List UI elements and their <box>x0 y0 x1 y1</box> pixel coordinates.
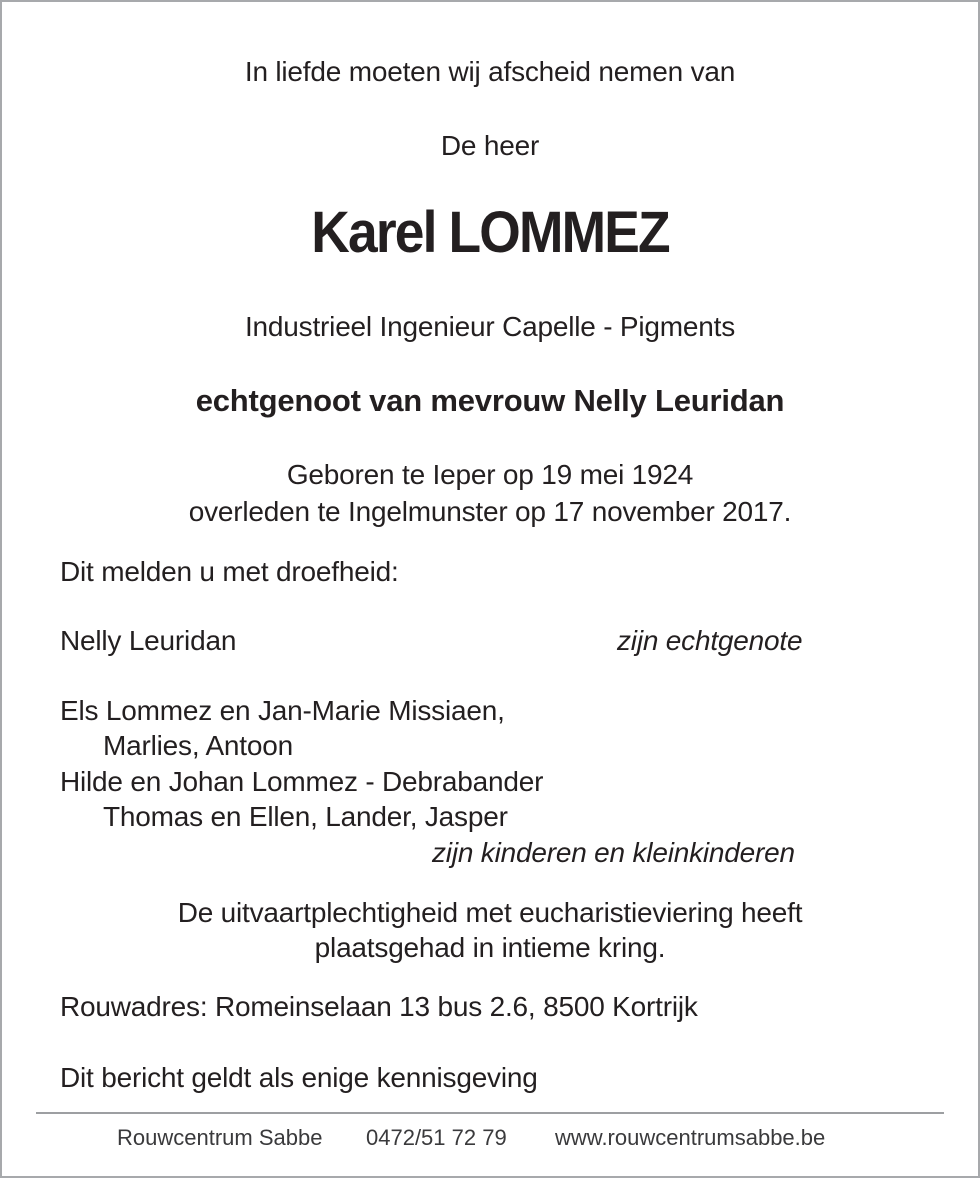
ceremony-line: De uitvaartplechtigheid met eucharistieviering heeft <box>177 897 803 928</box>
ceremony-line: plaatsgehad in intieme kring. <box>314 932 666 963</box>
family-line: Hilde en Johan Lommez - Debrabander <box>60 766 544 797</box>
children-role: zijn kinderen en kleinkinderen <box>432 837 795 868</box>
family-line: Thomas en Ellen, Lander, Jasper <box>103 801 508 832</box>
family-line: Els Lommez en Jan-Marie Missiaen, <box>60 695 505 726</box>
spouse-line: echtgenoot van mevrouw Nelly Leuridan <box>195 383 785 418</box>
family-line: Marlies, Antoon <box>103 730 293 761</box>
funeral-home-phone: 0472/51 72 79 <box>366 1125 507 1150</box>
birth-line: Geboren te Ieper op 19 mei 1924 <box>286 459 694 490</box>
salutation: De heer <box>440 130 540 161</box>
spouse-name: Nelly Leuridan <box>60 625 237 656</box>
notice-text: Dit bericht geldt als enige kennisgeving <box>60 1062 538 1093</box>
funeral-home-website: www.rouwcentrumsabbe.be <box>555 1125 826 1150</box>
funeral-home-name: Rouwcentrum Sabbe <box>117 1125 323 1150</box>
family-intro: Dit melden u met droefheid: <box>60 556 399 587</box>
profession: Industrieel Ingenieur Capelle - Pigments <box>244 311 736 342</box>
intro-text: In liefde moeten wij afscheid nemen van <box>244 56 736 87</box>
spouse-role: zijn echtgenote <box>617 625 803 656</box>
footer-divider <box>36 1112 944 1114</box>
mourning-address: Rouwadres: Romeinselaan 13 bus 2.6, 8500 Kortrijk <box>60 991 698 1022</box>
deceased-name: Karel LOMMEZ <box>311 200 669 265</box>
death-line: overleden te Ingelmunster op 17 november 2017. <box>188 496 792 527</box>
